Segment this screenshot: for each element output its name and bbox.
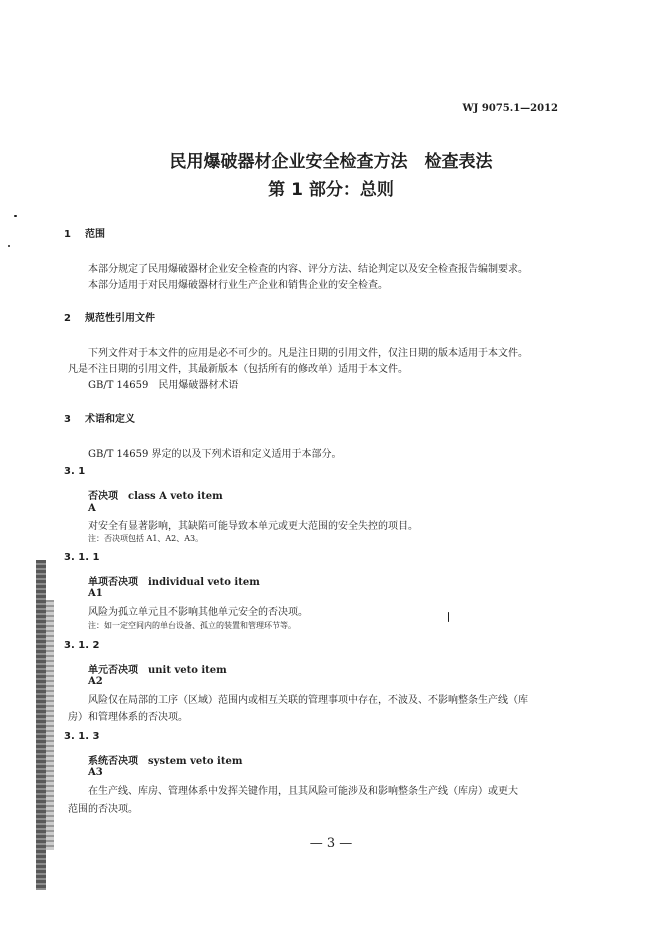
section-number: 2 (64, 313, 71, 324)
document-title: 民用爆破器材企业安全检查方法 检查表法 (169, 152, 493, 172)
paragraph: 本部分适用于对民用爆破器材行业生产企业和销售企业的安全检查。 (88, 280, 388, 291)
term-name-zh: 系统否决项 (88, 756, 138, 767)
term-code: A (88, 503, 96, 514)
section-title: 范围 (85, 229, 105, 240)
term-name-zh: 单元否决项 (88, 665, 138, 676)
term-name (88, 573, 260, 588)
term-note: 注：如一定空间内的单台设备、孤立的装置和管理环节等。 (88, 621, 296, 630)
section-heading-terms (64, 410, 135, 425)
paragraph: 下列文件对于本文件的应用是必不可少的。凡是注日期的引用文件，仅注日期的版本适用于本文件。 (88, 348, 528, 359)
term-definition-continuation: 范围的否决项。 (68, 804, 138, 815)
paragraph: 本部分规定了民用爆破器材企业安全检查的内容、评分方法、结论判定以及安全检查报告编制要求。 (88, 264, 528, 275)
clause-number: 3. 1. 3 (64, 731, 100, 742)
section-title: 规范性引用文件 (85, 313, 155, 324)
term-name (88, 661, 227, 676)
term-code: A1 (88, 588, 103, 599)
section-heading-normative-references (64, 309, 155, 324)
section-heading-scope (64, 225, 105, 240)
scan-speck (448, 612, 449, 622)
term-definition: 风险仅在局部的工序（区域）范围内或相互关联的管理事项中存在，不波及、不影响整条生产线（库 (88, 695, 528, 706)
clause-number: 3. 1. 2 (64, 640, 100, 651)
term-note: 注：否决项包括 A1、A2、A3。 (88, 534, 204, 543)
term-code: A3 (88, 767, 103, 778)
section-number: 3 (64, 414, 71, 425)
term-definition-continuation: 房）和管理体系的否决项。 (68, 712, 188, 723)
section-number: 1 (64, 229, 71, 240)
term-name-zh: 单项否决项 (88, 577, 138, 588)
clause-number: 3. 1. 1 (64, 552, 100, 563)
term-name-en: unit veto item (148, 665, 227, 676)
term-code: A2 (88, 676, 103, 687)
term-definition: 在生产线、库房、管理体系中发挥关键作用，且其风险可能涉及和影响整条生产线（库房）或更大 (88, 786, 518, 797)
term-name (88, 752, 242, 767)
reference-entry: GB/T 14659 民用爆破器材术语 (88, 380, 239, 391)
term-name (88, 487, 223, 502)
paragraph-continuation: 凡是不注日期的引用文件，其最新版本（包括所有的修改单）适用于本文件。 (68, 364, 408, 375)
term-name-en: class A veto item (128, 491, 223, 502)
document-subtitle: 第 1 部分：总则 (268, 180, 394, 200)
term-name-en: individual veto item (148, 577, 260, 588)
document-number: WJ 9075.1—2012 (462, 103, 558, 114)
section-title: 术语和定义 (85, 414, 135, 425)
term-name-zh: 否决项 (88, 491, 118, 502)
term-definition: 对安全有显著影响，其缺陷可能导致本单元或更大范围的安全失控的项目。 (88, 521, 418, 532)
page-number: — 3 — (309, 836, 353, 851)
scan-speck (14, 215, 17, 217)
clause-number: 3. 1 (64, 466, 86, 477)
scan-edge-artifact-2 (46, 600, 54, 850)
term-name-en: system veto item (148, 756, 243, 767)
term-definition: 风险为孤立单元且不影响其他单元安全的否决项。 (88, 607, 308, 618)
paragraph: GB/T 14659 界定的以及下列术语和定义适用于本部分。 (88, 449, 342, 460)
scan-speck (8, 245, 10, 247)
